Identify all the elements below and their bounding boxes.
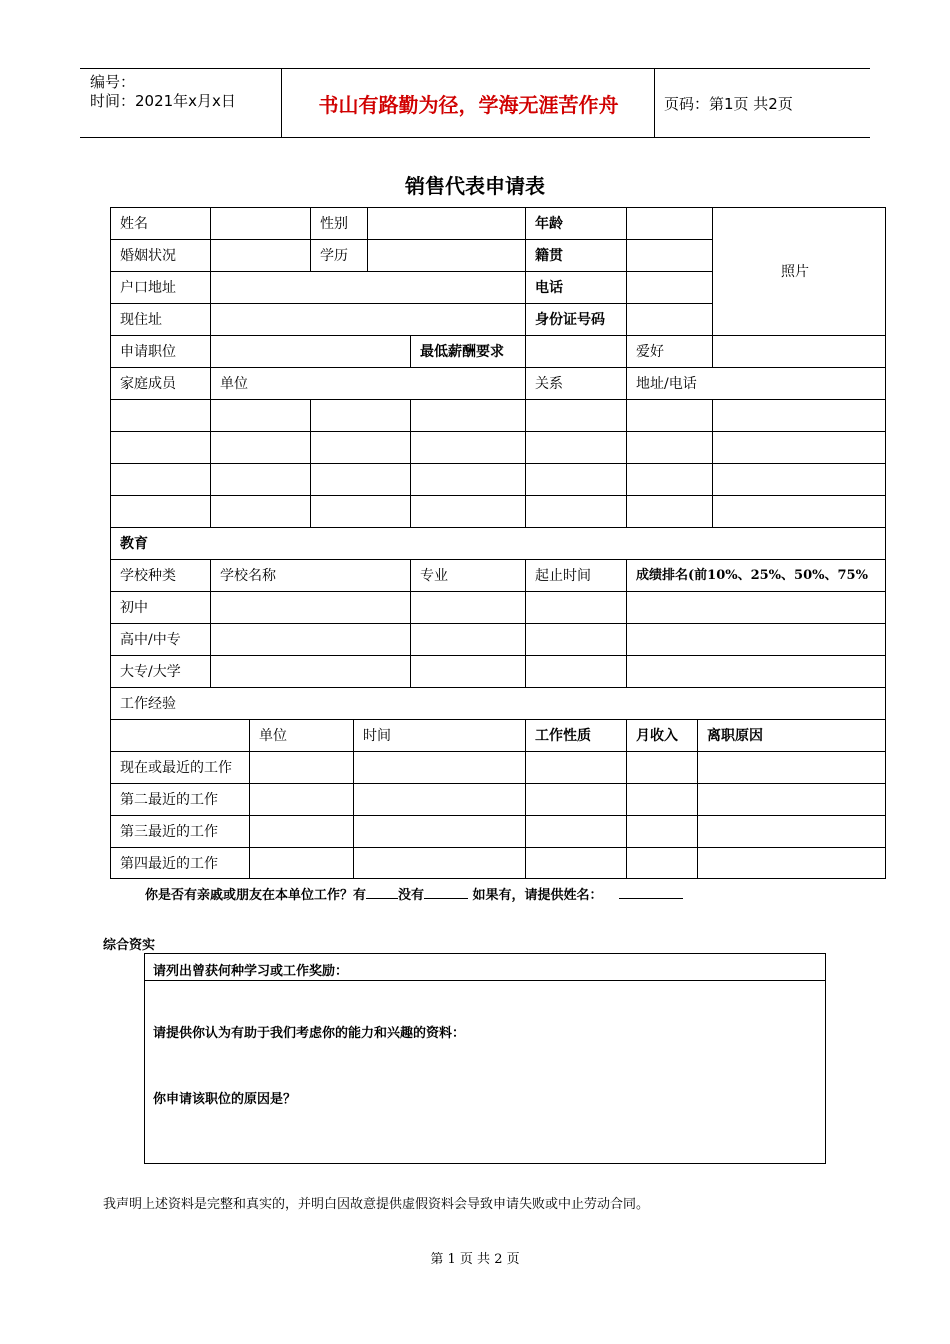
yes-blank[interactable] [366,887,398,899]
label-work-section: 工作经验 [120,696,176,712]
label-education-section: 教育 [120,536,148,552]
label-monthly-income: 月收入 [636,728,678,744]
label-id-number: 身份证号码 [535,312,605,328]
label-age: 年龄 [535,216,563,232]
label-work-nature: 工作性质 [535,728,591,744]
label-marital: 婚姻状况 [120,248,176,264]
table-line [626,207,627,335]
table-line [525,367,526,399]
table-line [110,303,713,304]
question-part-3: 如果有，请提供姓名： [468,888,603,903]
label-school-name: 学校名称 [220,568,276,584]
table-line [626,399,627,527]
table-line [110,591,886,592]
table-line [110,719,886,720]
table-line [110,687,886,688]
table-line [310,399,311,527]
table-line [626,559,627,687]
table-border [110,207,886,208]
table-line [210,207,211,335]
label-gender: 性别 [320,216,348,232]
label-junior: 初中 [120,600,148,616]
label-work-time: 时间 [363,728,391,744]
table-line [410,559,411,687]
table-line [712,207,713,335]
number-label: 编号： [90,73,136,91]
table-border [110,878,886,879]
name-blank[interactable] [619,887,683,899]
motto: 书山有路勤为径，学海无涯苦作舟 [318,93,619,117]
label-family-relation: 关系 [535,376,563,392]
table-line [410,335,411,367]
table-line [110,623,886,624]
table-line [525,559,526,687]
table-line [110,655,886,656]
declaration: 我声明上述资料是完整和真实的，并明白因故意提供虚假资料会导致申请失败或中止劳动合同。 [103,1197,650,1212]
table-line [110,463,886,464]
table-line [712,399,713,527]
table-line [525,719,526,878]
table-line [410,399,411,527]
summary-divider [145,980,825,981]
table-line [110,559,886,560]
label-phone: 电话 [535,280,563,296]
table-line [110,239,713,240]
label-family-unit: 单位 [220,376,248,392]
table-line [353,719,354,878]
table-line [626,367,627,399]
question-part-1: 你是否有亲戚或朋友在本单位工作？有 [145,888,367,903]
table-line [110,783,886,784]
page-footer: 第 1 页 共 2 页 [430,1252,520,1267]
label-family: 家庭成员 [120,376,176,392]
label-hobby: 爱好 [636,344,664,360]
label-current-address: 现住址 [120,312,162,328]
table-line [249,719,250,878]
table-line [110,335,886,336]
label-period: 起止时间 [535,568,591,584]
table-line [210,335,211,367]
label-leave-reason: 离职原因 [707,728,763,744]
table-line [367,207,368,271]
table-line [210,559,211,687]
summary-q3: 你申请该职位的原因是？ [153,1092,297,1107]
label-native-place: 籍贯 [535,248,563,264]
photo-placeholder: 照片 [781,264,809,280]
page-header [80,68,870,138]
label-college: 大专/大学 [120,664,181,680]
label-job-4: 第四最近的工作 [120,856,218,872]
table-line [110,751,886,752]
label-major: 专业 [420,568,448,584]
table-line [310,207,311,271]
table-line [525,335,526,367]
table-line [110,527,886,528]
summary-q1: 请列出曾获何种学习或工作奖励： [153,964,349,979]
label-job-3: 第三最近的工作 [120,824,218,840]
table-border [110,207,111,879]
no-blank[interactable] [424,887,468,899]
table-line [110,815,886,816]
label-work-unit: 单位 [259,728,287,744]
table-line [712,335,713,367]
summary-q2: 请提供你认为有助于我们考虑你的能力和兴趣的资料： [153,1026,466,1041]
table-line [626,719,627,878]
label-job-2: 第二最近的工作 [120,792,218,808]
summary-box [144,953,826,1164]
table-line [110,495,886,496]
label-family-contact: 地址/电话 [636,376,697,392]
summary-heading: 综合资实 [103,938,156,953]
table-line [210,399,211,527]
label-name: 姓名 [120,216,148,232]
table-line [110,271,713,272]
label-senior: 高中/中专 [120,632,181,648]
label-position: 申请职位 [120,344,176,360]
table-line [697,719,698,878]
header-left [90,73,236,111]
label-job-1: 现在或最近的工作 [120,760,232,776]
label-min-salary: 最低薪酬要求 [420,344,504,360]
table-line [110,399,886,400]
label-registered-address: 户口地址 [120,280,176,296]
header-page-label: 页码：第1页 共2页 [664,95,793,113]
table-line [210,367,211,399]
label-ranking: 成绩排名(前10%、25%、50%、75% [636,568,868,583]
table-line [525,399,526,527]
question-part-2: 没有 [398,888,425,903]
table-line [110,431,886,432]
relatives-question [145,884,683,903]
table-border [885,207,886,879]
table-line [110,847,886,848]
label-school-type: 学校种类 [120,568,176,584]
time-label: 时间：2021年x月x日 [90,92,236,110]
label-education-level: 学历 [320,248,348,264]
table-line [110,367,886,368]
form-title: 销售代表申请表 [405,174,545,198]
table-line [525,207,526,335]
table-line [626,335,627,367]
